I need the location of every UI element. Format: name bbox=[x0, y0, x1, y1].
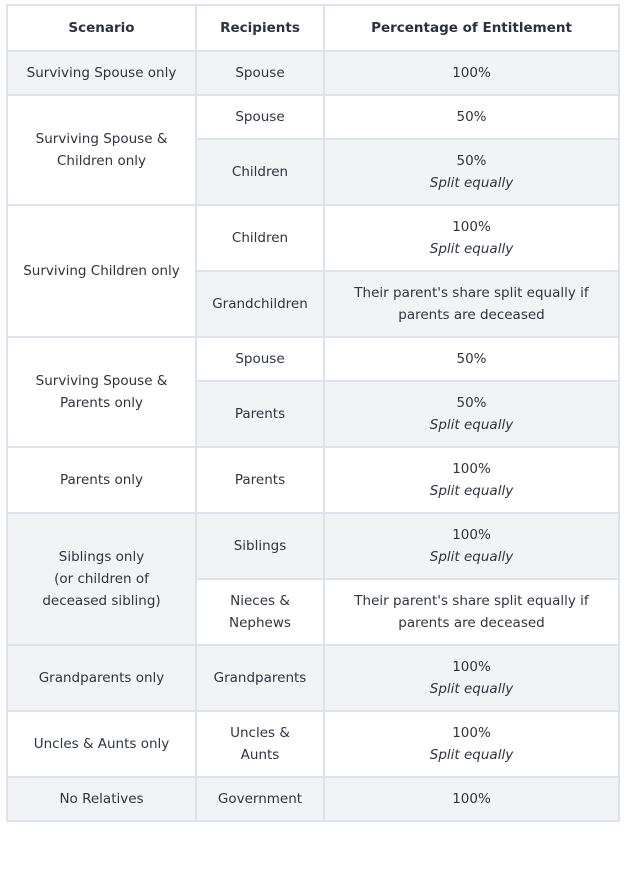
entitlement-table bbox=[6, 4, 620, 822]
table-row bbox=[7, 95, 619, 139]
recipient-cell: Grandchildren bbox=[196, 271, 324, 337]
recipient-cell: Nieces & Nephews bbox=[196, 579, 324, 645]
table-row bbox=[7, 447, 619, 513]
recipient-cell: Spouse bbox=[196, 51, 324, 95]
scenario-cell: Surviving Spouse & Children only bbox=[7, 95, 196, 205]
table-row bbox=[7, 645, 619, 711]
recipient-cell: Parents bbox=[196, 447, 324, 513]
percentage-value: 50% bbox=[456, 395, 487, 411]
table-row bbox=[7, 711, 619, 777]
percentage-cell: 50% bbox=[324, 337, 619, 381]
scenario-line: Siblings only bbox=[58, 549, 145, 565]
scenario-cell: Surviving Spouse & Parents only bbox=[7, 337, 196, 447]
split-note: Split equally bbox=[429, 417, 514, 433]
scenario-cell: Surviving Spouse only bbox=[7, 51, 196, 95]
recipient-cell: Parents bbox=[196, 381, 324, 447]
recipient-cell: Children bbox=[196, 139, 324, 205]
recipient-cell: Siblings bbox=[196, 513, 324, 579]
recipient-cell: Government bbox=[196, 777, 324, 821]
percentage-cell bbox=[324, 205, 619, 271]
percentage-cell: Their parent's share split equally if parents are deceased bbox=[324, 579, 619, 645]
header-scenario: Scenario bbox=[7, 5, 196, 51]
percentage-cell bbox=[324, 447, 619, 513]
scenario-cell: No Relatives bbox=[7, 777, 196, 821]
percentage-cell: 100% bbox=[324, 51, 619, 95]
table-header-row bbox=[7, 5, 619, 51]
scenario-cell: Grandparents only bbox=[7, 645, 196, 711]
recipient-cell: Uncles & Aunts bbox=[196, 711, 324, 777]
scenario-cell bbox=[7, 513, 196, 645]
split-note: Split equally bbox=[429, 175, 514, 191]
percentage-cell bbox=[324, 645, 619, 711]
percentage-cell bbox=[324, 381, 619, 447]
percentage-cell bbox=[324, 711, 619, 777]
percentage-cell: Their parent's share split equally if parents are deceased bbox=[324, 271, 619, 337]
split-note: Split equally bbox=[429, 549, 514, 565]
table-row bbox=[7, 513, 619, 579]
percentage-cell bbox=[324, 139, 619, 205]
percentage-cell: 100% bbox=[324, 777, 619, 821]
header-recipients: Recipients bbox=[196, 5, 324, 51]
recipient-cell: Grandparents bbox=[196, 645, 324, 711]
split-note: Split equally bbox=[429, 747, 514, 763]
recipient-cell: Spouse bbox=[196, 337, 324, 381]
split-note: Split equally bbox=[429, 483, 514, 499]
table-row bbox=[7, 51, 619, 95]
split-note: Split equally bbox=[429, 241, 514, 257]
percentage-value: 100% bbox=[452, 527, 491, 543]
table-row bbox=[7, 337, 619, 381]
scenario-cell: Parents only bbox=[7, 447, 196, 513]
scenario-cell: Surviving Children only bbox=[7, 205, 196, 337]
percentage-value: 100% bbox=[452, 219, 491, 235]
split-note: Split equally bbox=[429, 681, 514, 697]
percentage-value: 100% bbox=[452, 461, 491, 477]
table-row bbox=[7, 777, 619, 821]
percentage-value: 100% bbox=[452, 659, 491, 675]
scenario-cell: Uncles & Aunts only bbox=[7, 711, 196, 777]
percentage-cell: 50% bbox=[324, 95, 619, 139]
percentage-value: 50% bbox=[456, 153, 487, 169]
percentage-cell bbox=[324, 513, 619, 579]
percentage-value: 100% bbox=[452, 725, 491, 741]
recipient-cell: Children bbox=[196, 205, 324, 271]
table-row bbox=[7, 205, 619, 271]
recipient-cell: Spouse bbox=[196, 95, 324, 139]
scenario-line: (or children of deceased sibling) bbox=[42, 571, 161, 609]
header-percentage: Percentage of Entitlement bbox=[324, 5, 619, 51]
